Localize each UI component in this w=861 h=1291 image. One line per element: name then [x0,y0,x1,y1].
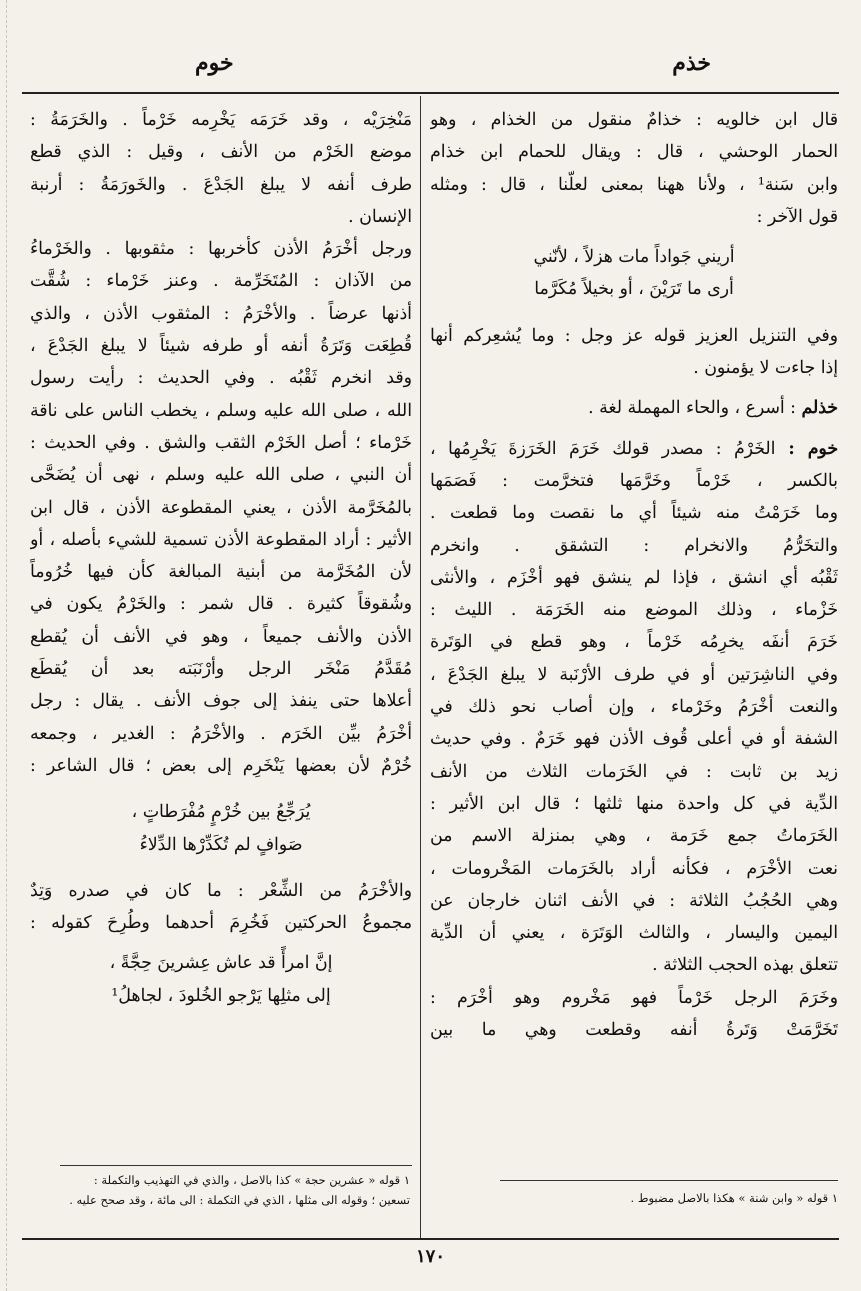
text-line: تَخَرَّمَتْ وَتَرةُ أنفه وقطعت وهي ما بين [430,1020,838,1041]
verse-line: صَوافٍ لم تُكَدِّرْها الدِّلاءُ [139,834,303,855]
text-line: مُقَدَّمُ مَنْخَر الرجل وأرْنَبَته بعد أن يُقطَع [30,659,412,680]
text-line: تتعلق بهذه الحجب الثلاثة . [652,955,838,976]
footer-rule [22,1238,839,1240]
text-line: الأثير : أراد المقطوعة الأذن تسمية للشيء بأصله ، أو [30,529,412,550]
verse-line: إنَّ امرأً قد عاش عِشرينَ حِجَّةً ، [109,953,333,974]
text-line: الدِّية في كل واحدة منها ثلثها ؛ قال ابن الأثير : [430,793,838,814]
text-line: خُرْمٌ لأن بعضها يَنْخَرِم إلى بعض ؛ قال الشاعر : [30,755,412,776]
text-line: أعلاها حتى ينفذ إلى جوف الأنف . يقال : رجل [30,691,412,712]
text-line: من الآذان : المُتَخَرِّمة . وعنز خَرْماء : شُقَّت [30,271,412,292]
text-line: الإنسان . [348,206,412,227]
text-line: الشفة أو في أعلى قُوف الأذن فهو خَرَمٌ . وفي حديث [430,729,838,750]
verse-line: إلى مثلِها يَرْجو الخُلودَ ، لجاهلُ¹ [111,985,331,1006]
entry-headword: خوم : [775,438,838,459]
text-line: الحمار الوحشي ، قال : ويقال للحمام ابن خذام [430,142,838,163]
footnote-rule-left [60,1165,412,1166]
page-number: ١٧٠ [415,1246,445,1267]
text-line: ورجل أخْرَمُ الأذن كأخربها : مثقوبها . والخَرْماءُ [30,239,412,260]
header-rule [22,92,839,94]
text-line: أذنها عرضاً . والأخْرَمُ : المثقوب الأذن ، والذي [30,303,412,324]
left-para-1 [30,104,412,233]
text-line: والنعت أخْرَمُ وخَرْماء ، وإن أصاب نحو ذلك في [430,697,838,718]
text-line: بالكسر ، خَرْماً وخَرَّمَها فتخرَّمت : فَصَمَها [430,470,838,491]
text-line: نعت الأخْرَم ، فكأنه أراد بالخَرَمات المَخْرومات ، [430,858,838,879]
text-line: خَرَمَ أنفَه يخرِمُه خَرْماً ، وهو قطع في الوَتَرة [430,632,838,653]
entry-khawm [430,433,838,1047]
header-word-right: خذم [672,50,711,76]
text-line: اليمين واليسار ، والثالث الوَتَرَة ، يعني أن الدِّية [430,923,838,944]
left-para-3 [30,875,412,940]
text-line: وشُقوقاً كثيرة . قال شمر : والخَرْمُ يكون في [30,594,412,615]
text-line: أن النبي ، صلى الله عليه وسلم ، نهى أن يُضَحَّى [30,465,412,486]
left-column [30,104,412,1012]
text-line: إذا جاءت لا يؤمنون . [693,358,838,379]
text-line: مَنْخِرَيْه ، وقد خَرَمَه يَخْرِمه خَرْماً . والخَرَمَةُ : [30,110,412,130]
verse-line: أرى ما تَرَيْنَ ، أو بخيلاً مُكَرَّما [534,279,734,300]
footnote-right: ١ قوله « وابن شنة » هكذا بالاصل مضبوط . [630,1191,838,1205]
page-edge-mark [6,0,7,1291]
entry-headword: خذلم [801,398,838,419]
left-verse-1 [30,796,412,861]
right-column [430,104,838,1046]
right-para-2 [430,320,838,385]
text-line: خَرْماء ؛ أصل الخَرْم الثقب والشق . وفي الحديث : [30,432,412,453]
text-line: وخَرَمَ الرجل خَرْماً فهو مَخْروم وهو أخْرَم : [430,987,838,1008]
text-line: قال ابن خالويه : خذامٌ منقول من الخذام ، وهو [430,110,838,130]
text-line: ثَقْبُه أي انشق ، فإذا لم ينشق فهو أخْزَم ، والأنثى [430,567,838,588]
text-line: وهي الحُجُبُ الثلاثة : في الأنف اثنان خارجان عن [430,890,838,911]
verse-line: يُرَجِّعُ بين خُرْمٍ مُفْرَطاتٍ ، [131,802,311,823]
text-line: الأذن والأنف جميعاً ، وهو في الأنف أن يُقطع [30,626,412,647]
text-line: طرف أنفه لا يبلغ الجَدْعَ . والخَورَمَةُ : أرنبة [30,174,412,195]
text-line: مجموعُ الحركتين فَخُرِمَ أحدهما وطُرِحَ كقوله : [30,913,412,934]
column-divider [420,96,421,1238]
text-line: بالمُخَرَّمة الأذن ، يعني المقطوعة الأذن ، قال ابن [30,497,412,518]
footnote-line: تسعين ؛ وقوله الى مثلها ، الذي في التكملة : الى مائة ، وقد صحح عليه . [69,1193,410,1207]
text-line: قول الآخر : [756,206,838,227]
right-verse-1 [430,241,838,306]
text-line: وفي التنزيل العزيز قوله عز وجل : وما يُشعِركم أنها [430,325,838,346]
right-para-1 [430,104,838,233]
text-line: وفي الناشِرَتين أو في طرف الأرْنَبة لا يبلغ الجَدْعَ ، [430,664,838,685]
text-line: والأخْرَمُ من الشِّعْر : ما كان في صدره وَتِدٌ [30,880,412,901]
text-line: خوم : الخَرْمُ : مصدر قولك خَرَمَ الخَرَزةَ يَخْرِمُها ، [430,438,838,459]
footnote-line: ١ قوله « عشرين حجة » كذا بالاصل ، والذي في التهذيب والتكملة : [93,1173,410,1187]
text-line: زيد بن ثابت : في الخَرَمات الثلاث من الأنف [430,761,838,782]
entry-text: خذلم : أسرع ، والحاء المهملة لغة . [588,398,838,419]
text-line: الخَرَماتُ جمع خَرَمة ، وهي بمنزلة الاسم من [430,826,838,847]
text-line: الله ، صلى الله عليه وسلم ، يخطب الناس على ناقة [30,400,412,421]
entry-khadhlam [430,392,838,424]
header-word-left: خوم [195,50,234,76]
text-line: أخْرَمُ بيِّن الخَرَم . والأخْرَمُ : الغدير ، وجمعه [30,723,412,744]
text-line: قُطِعَت وَتَرَةُ أنفه أو طرفه شيئاً لا يبلغ الجَدْعَ ، [30,336,412,357]
text-line: موضع الخَرْم من الأنف ، وقيل : الذي قطع [30,142,412,163]
text-line: والتخَرُّمُ والانخرام : التشقق . وانخرم [430,535,838,556]
footnote-rule-right [500,1180,838,1181]
left-para-2 [30,233,412,782]
text-line: لأن المُخَرَّمة من أبنية المبالغة كأن فيها خُرُوماً [30,562,412,583]
text-line: وابن سَنة¹ ، ولأنا ههنا بمعنى لعلّنا ، قال : ومثله [430,174,838,195]
left-verse-2 [30,947,412,1012]
text-line: وقد انخرم ثَقْبُه . وفي الحديث : رأيت رسول [30,368,412,389]
text-line: وما خَرَمْتُ منه شيئاً أي ما نقصت وما قطعت . [430,503,838,524]
footnote-left [69,1170,410,1210]
text-line: خَزْماء ، وذلك الموضع منه الخَرَمَة . الليث : [430,600,838,621]
verse-line: أريني جَواداً مات هزلاً ، لأنّني [533,247,735,268]
